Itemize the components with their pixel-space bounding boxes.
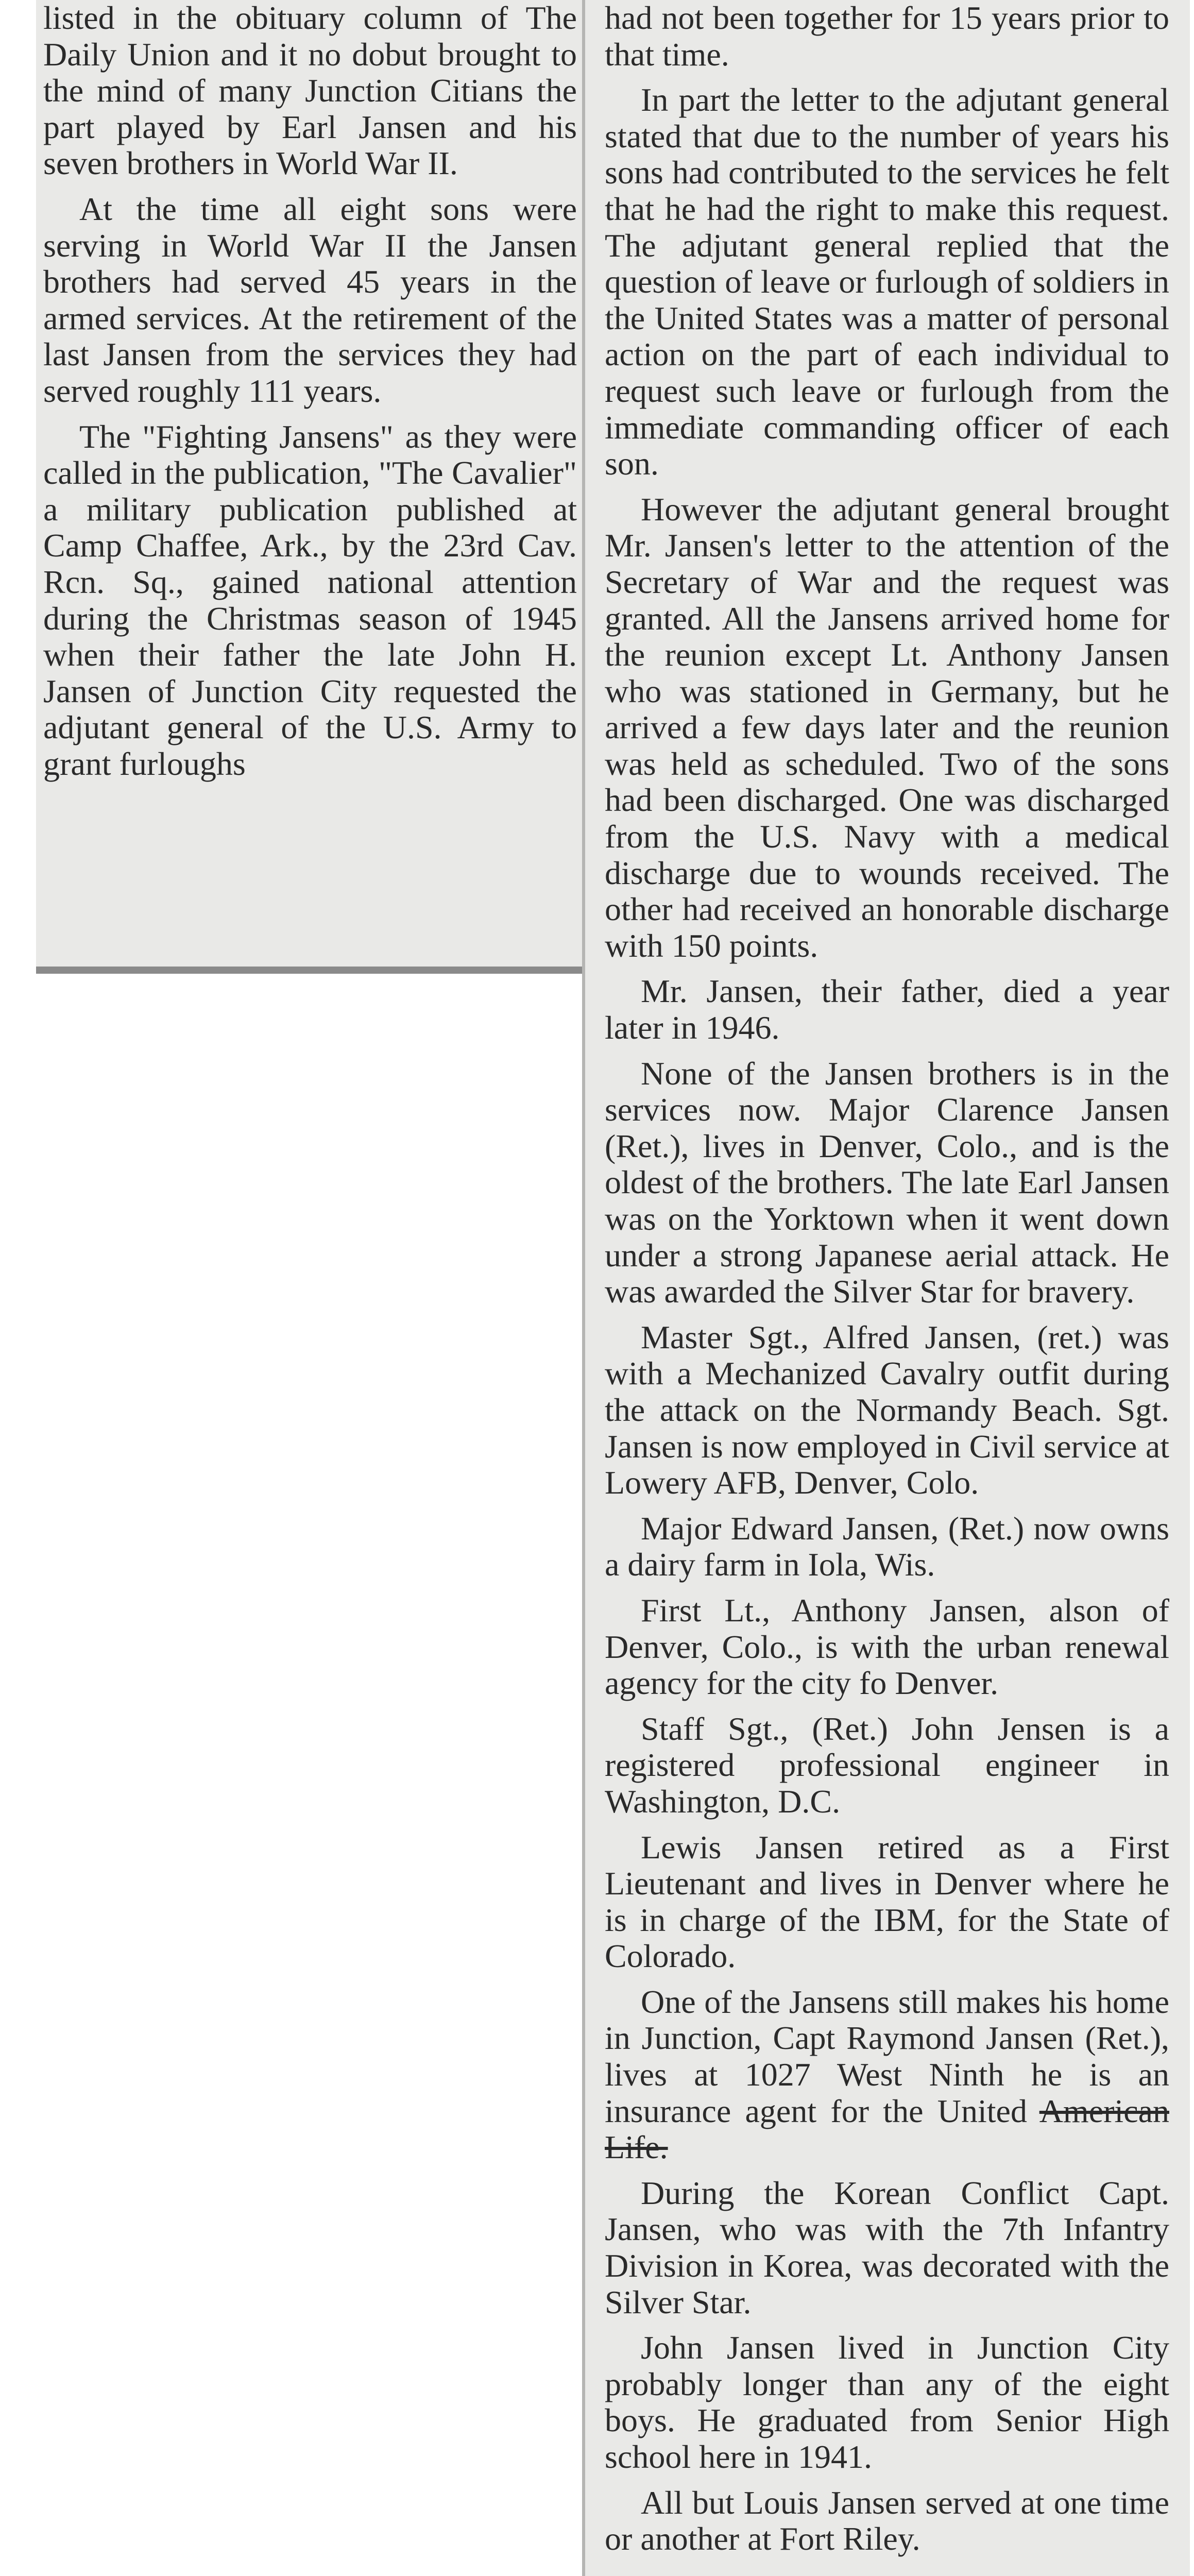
- paragraph: During the Korean Conflict Capt. Jansen, who was with the 7th Infantry Division in Korea, was decorated with the Silver Star.: [605, 2174, 1169, 2320]
- paragraph-with-strikeout: [605, 1984, 1169, 2166]
- paragraph: Mr. Jansen, their father, died a year later in 1946.: [605, 973, 1169, 1046]
- right-article-column: [592, 0, 1176, 2567]
- left-article-column: [36, 0, 582, 791]
- paragraph-text: One of the Jansens still makes his home in Junction, Capt Raymond Jansen (Ret.), lives at 1027 West Ninth he is an insurance agent for the United: [605, 1983, 1169, 2129]
- paragraph: In part the letter to the adjutant general stated that due to the number of years his sons had contributed to the services he felt that he had the right to make this request. The adjutant general replied that the question of leave or furlough of soldiers in the United States was a matter of personal action on the part of each individual to request such leave or furlough from the immediate commanding officer of each son.: [605, 81, 1169, 482]
- paragraph: The "Fighting Jansens" as they were called in the publication, "The Cavalier" a military publication published at Camp Chaffee, Ark., by the 23rd Cav. Rcn. Sq., gained national attention during the Christmas season of 1945 when their father the late John H. Jansen of Junction City requested the adjutant general of the U.S. Army to grant furloughs: [43, 418, 577, 782]
- paragraph: Lewis Jansen retired as a First Lieutenant and lives in Denver where he is in charge of the IBM, for the State of Colorado.: [605, 1828, 1169, 1975]
- struck-text: American Life.: [605, 2092, 1169, 2166]
- paragraph: Major Edward Jansen, (Ret.) now owns a dairy farm in Iola, Wis.: [605, 1510, 1169, 1583]
- right-column-clipping: [582, 0, 1190, 2576]
- paragraph: Staff Sgt., (Ret.) John Jensen is a registered professional engineer in Washington, D.C.: [605, 1710, 1169, 1820]
- paragraph: All but Louis Jansen served at one time or another at Fort Riley.: [605, 2484, 1169, 2557]
- paragraph: Master Sgt., Alfred Jansen, (ret.) was with a Mechanized Cavalry outfit during the attack on the Normandy Beach. Sgt. Jansen is now employed in Civil service at Lowery AFB, Denver, Colo.: [605, 1318, 1169, 1501]
- paragraph: John Jansen lived in Junction City probably longer than any of the eight boys. He graduated from Senior High school here in 1941.: [605, 2329, 1169, 2475]
- paragraph: had not been together for 15 years prior to that time.: [605, 0, 1169, 73]
- paragraph: However the adjutant general brought Mr. Jansen's letter to the attention of the Secretary of War and the request was granted. All the Jansens arrived home for the reunion except Lt. Anthony Jansen who was stationed in Germany, but he arrived a few days later and the reunion was held as scheduled. Two of the sons had been discharged. One was discharged from the U.S. Navy with a medical discharge due to wounds received. The other had received an honorable discharge with 150 points.: [605, 490, 1169, 964]
- paragraph: At the time all eight sons were serving in World War II the Jansen brothers had served 45 years in the armed services. At the retirement of the last Jansen from the services they had served roughly 111 years.: [43, 190, 577, 409]
- paragraph: listed in the obituary column of The Daily Union and it no dobut brought to the mind of many Junction Citians the part played by Earl Jansen and his seven brothers in World War II.: [43, 0, 577, 182]
- paragraph: First Lt., Anthony Jansen, alson of Denver, Colo., is with the urban renewal agency for the city fo Denver.: [605, 1591, 1169, 1702]
- paragraph: None of the Jansen brothers is in the services now. Major Clarence Jansen (Ret.), lives in Denver, Colo., and is the oldest of the brothers. The late Earl Jansen was on the Yorktown when it went down under a strong Japanese aerial attack. He was awarded the Silver Star for bravery.: [605, 1055, 1169, 1310]
- left-column-clipping: [36, 0, 592, 974]
